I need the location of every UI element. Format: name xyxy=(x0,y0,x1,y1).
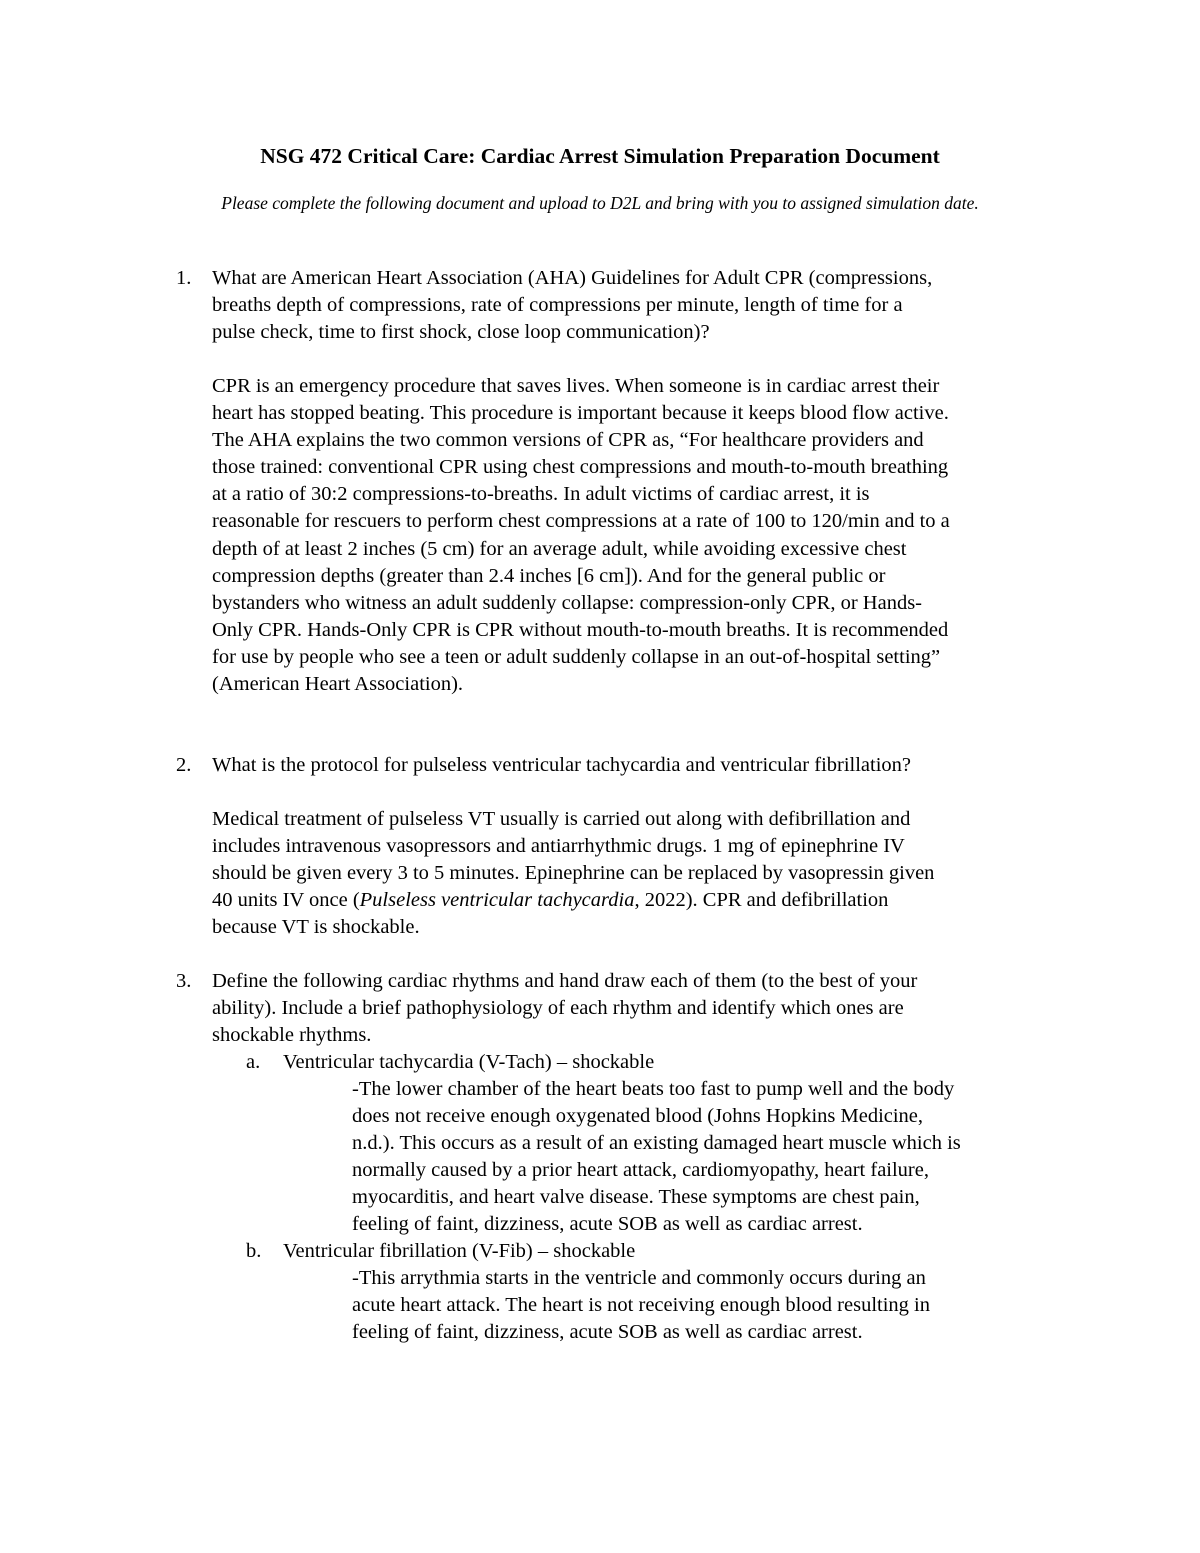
question-number: 1. xyxy=(176,267,192,289)
document-instructions: Please complete the following document and upload to D2L and bring with you to assigned simulation date. xyxy=(221,193,979,213)
answer-1: CPR is an emergency procedure that saves lives. When someone is in cardiac arrest their heart has stopped beating. This procedure is important because it keeps blood flow active. The AHA explains the two common versions of CPR as, “For healthcare providers and those trained: conventional CPR using chest compressions and mouth-to-mouth breathing at a ratio of 30:2 compressions-to-breaths. In adult victims of cardiac arrest, it is reasonable for rescuers to perform chest compressions at a rate of 100 to 120/min and to a depth of at least 2 inches (5 cm) for an average adult, while avoiding excessive chest compression depths (greater than 2.4 inches [6 cm]). And for the general public or bystanders who witness an adult suddenly collapse: compression-only CPR, or Hands- Only CPR. Hands-Only CPR is CPR without mouth-to-mouth breaths. It is recommended for use by people who see a teen or adult suddenly collapse in an out-of-hospital setting” (American Heart Association). xyxy=(212,375,950,696)
item-letter: a. xyxy=(246,1051,261,1073)
item-letter: b. xyxy=(246,1240,262,1262)
rhythm-detail-a: -The lower chamber of the heart beats too fast to pump well and the body does not receive enough oxygenated blood (Johns Hopkins Medicine, n.d.). This occurs as a result of an existing damaged heart muscle which is normally caused by a prior heart attack, cardiomyopathy, heart failure, myocarditis, and heart valve disease. These symptoms are chest pain, feeling of faint, dizziness, acute SOB as well as cardiac arrest. xyxy=(352,1078,961,1235)
citation-title: Pulseless ventricular tachycardia xyxy=(359,889,635,912)
question-number: 3. xyxy=(176,970,192,992)
question-text: What are American Heart Association (AHA) Guidelines for Adult CPR (compressions, breaths depth of compressions, rate of compressions per minute, length of time for a pulse check, time to first shock, close loop communication)? xyxy=(212,267,933,343)
item-label: Ventricular fibrillation (V-Fib) – shockable xyxy=(283,1240,636,1262)
document-title: NSG 472 Critical Care: Cardiac Arrest Simulation Preparation Document xyxy=(260,144,940,168)
question-number: 2. xyxy=(176,754,192,776)
item-label: Ventricular tachycardia (V-Tach) – shockable xyxy=(283,1051,655,1073)
rhythm-detail-b: -This arrythmia starts in the ventricle and commonly occurs during an acute heart attack. The heart is not receiving enough blood resulting in feeling of faint, dizziness, acute SOB as well as cardiac arrest. xyxy=(352,1267,930,1343)
question-text: Define the following cardiac rhythms and hand draw each of them (to the best of your ability). Include a brief pathophysiology of each rhythm and identify which ones are shockable rhythms. xyxy=(212,970,918,1046)
question-text: What is the protocol for pulseless ventricular tachycardia and ventricular fibrillation? xyxy=(212,754,912,776)
answer-line-with-citation: 40 units IV once (Pulseless ventricular tachycardia, 2022). CPR and defibrillation xyxy=(212,889,889,912)
answer-2: Medical treatment of pulseless VT usually is carried out along with defibrillation and includes intravenous vasopressors and antiarrhythmic drugs. 1 mg of epinephrine IV should be given every 3 to 5 minutes. Epinephrine can be replaced by vasopressin given 40 units IV once (Pulseless ventricular tachycardia, 2022). CPR and defibrillation because VT is shockable. xyxy=(212,806,1082,941)
